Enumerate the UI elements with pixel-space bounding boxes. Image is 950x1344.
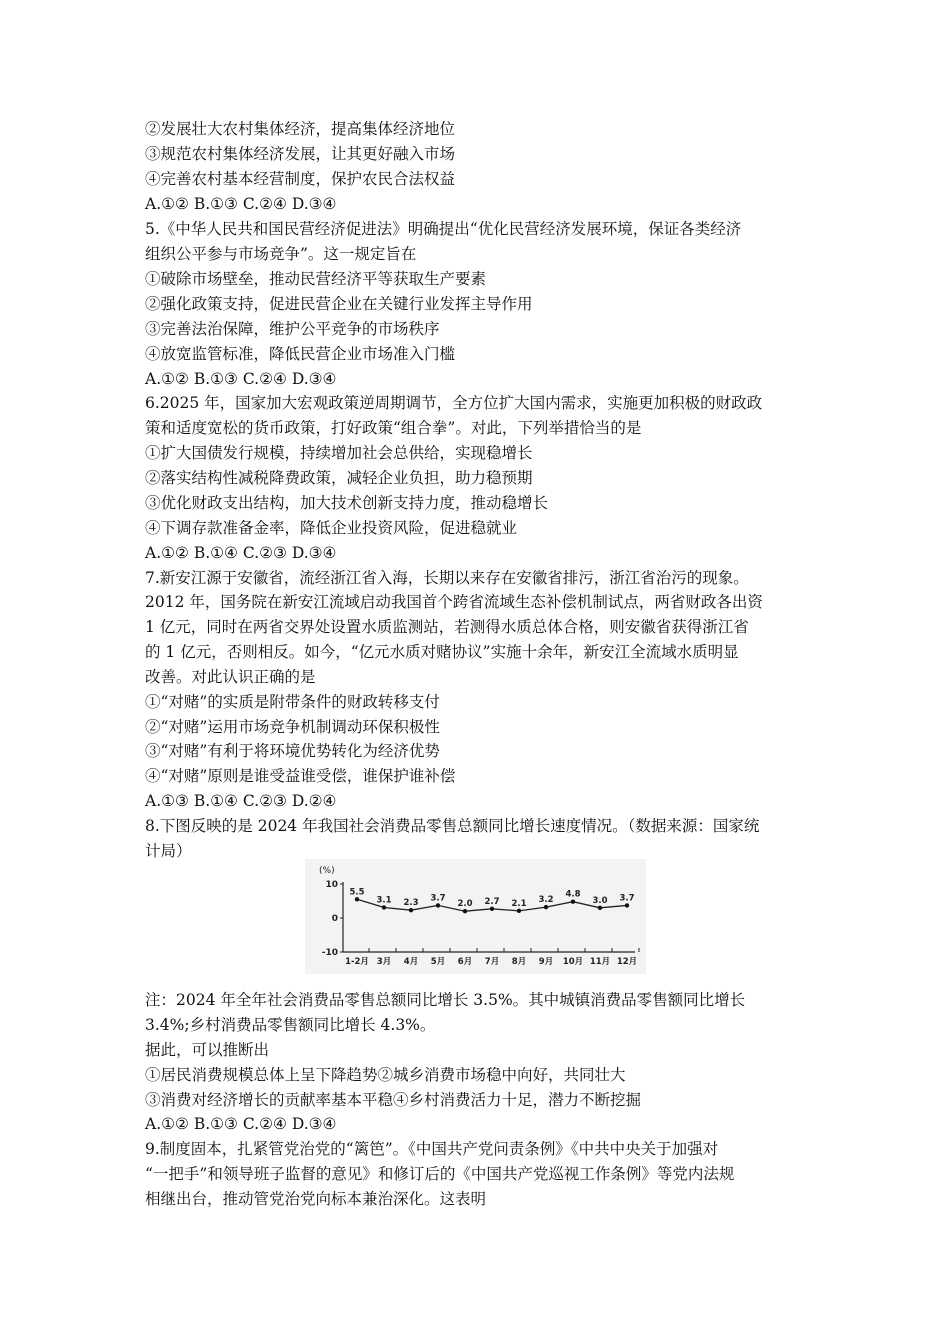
x-tick-label: 3月	[376, 957, 392, 967]
data-label: 4.8	[565, 889, 581, 900]
question-9-stem: 9.制度固本，扎紧管党治党的“篱笆”。《中国共产党问责条例》《中共中央关于加强对	[145, 1140, 719, 1158]
option-line: ②“对赌”运用市场竞争机制调动环保积极性	[145, 718, 440, 736]
option-line: ①扩大国债发行规模，持续增加社会总供给，实现稳增长	[145, 444, 533, 462]
question-5-stem: 组织公平参与市场竞争”。这一规定旨在	[145, 245, 417, 263]
data-point	[517, 909, 521, 913]
chart-note: 3.4%;乡村消费品零售额同比增长 4.3%。	[145, 1016, 436, 1034]
data-label: 2.0	[457, 899, 473, 910]
question-8-stem: 计局）	[145, 842, 192, 860]
question-8-stem: 8.下图反映的是 2024 年我国社会消费品零售总额同比增长速度情况。（数据来源：国家统	[145, 817, 760, 835]
option-line: ①“对赌”的实质是附带条件的财政转移支付	[145, 693, 440, 711]
data-point	[598, 906, 602, 910]
option-line: ①居民消费规模总体上呈下降趋势②城乡消费市场稳中向好，共同壮大	[145, 1066, 626, 1084]
answer-choices: A.①② B.①③ C.②④ D.③④	[145, 1115, 337, 1133]
y-tick-label: -10	[321, 948, 338, 958]
data-label: 2.3	[403, 898, 419, 909]
data-point	[571, 899, 575, 903]
data-label: 2.7	[484, 896, 500, 907]
x-tick-label: 8月	[511, 957, 527, 967]
question-9-stem: 相继出台，推动管党治党向标本兼治深化。这表明	[145, 1190, 487, 1208]
data-point	[355, 897, 359, 901]
option-line: ③完善法治保障，维护公平竞争的市场秩序	[145, 320, 440, 338]
option-line: ②强化政策支持，促进民营企业在关键行业发挥主导作用	[145, 295, 533, 313]
question-6-stem: 策和适度宽松的货币政策，打好政策“组合拳”。对此，下列举措恰当的是	[145, 419, 642, 437]
data-label: 3.2	[538, 895, 554, 906]
question-7-stem: 1 亿元，同时在两省交界处设置水质监测站，若测得水质总体合格，则安徽省获得浙江省	[145, 618, 749, 636]
question-6-stem: 6.2025 年，国家加大宏观政策逆周期调节，全方位扩大国内需求，实施更加积极的财政政	[145, 394, 763, 412]
answer-choices: A.①② B.①③ C.②④ D.③④	[145, 195, 337, 213]
growth-line-chart	[305, 859, 646, 974]
x-tick-label: 5月	[430, 957, 446, 967]
option-line: ④下调存款准备金率，降低企业投资风险，促进稳就业	[145, 519, 518, 537]
question-8-stem: 据此，可以推断出	[145, 1041, 270, 1059]
x-tick-label: 12月	[616, 957, 638, 967]
question-7-stem: 2012 年，国务院在新安江流域启动我国首个跨省流域生态补偿机制试点，两省财政各出资	[145, 593, 763, 611]
data-point	[490, 907, 494, 911]
chart-note: 注：2024 年全年社会消费品零售总额同比增长 3.5%。其中城镇消费品零售额同比增长	[145, 991, 746, 1009]
question-9-stem: “一把手”和领导班子监督的意见》和修订后的《中国共产党巡视工作条例》等党内法规	[145, 1165, 735, 1183]
answer-choices: A.①② B.①③ C.②④ D.③④	[145, 370, 337, 388]
data-point	[436, 903, 440, 907]
x-tick-label: 9月	[538, 957, 554, 967]
x-tick-label: 10月	[562, 957, 584, 967]
question-5-stem: 5.《中华人民共和国民营经济促进法》明确提出“优化民营经济发展环境，保证各类经济	[145, 220, 742, 238]
y-axis-label: (%)	[319, 866, 335, 876]
option-line: ④放宽监管标准，降低民营企业市场准入门槛	[145, 345, 456, 363]
x-tick-label: 11月	[589, 957, 611, 967]
data-point	[463, 909, 467, 913]
option-line: ③规范农村集体经济发展，让其更好融入市场	[145, 145, 456, 163]
question-7-stem: 7.新安江源于安徽省，流经浙江省入海，长期以来存在安徽省排污，浙江省治污的现象。	[145, 569, 749, 587]
answer-choices: A.①③ B.①④ C.②③ D.②④	[145, 792, 337, 810]
question-7-stem: 的 1 亿元，否则相反。如今，“亿元水质对赌协议”实施十余年，新安江全流域水质明显	[145, 643, 739, 661]
data-label: 3.0	[592, 895, 608, 906]
option-line: ③优化财政支出结构，加大技术创新支持力度，推动稳增长	[145, 494, 549, 512]
question-7-stem: 改善。对此认识正确的是	[145, 668, 316, 686]
option-line: ②发展壮大农村集体经济，提高集体经济地位	[145, 120, 456, 138]
x-tick-label: 7月	[484, 957, 500, 967]
data-label: 2.1	[511, 898, 527, 909]
data-point	[382, 905, 386, 909]
option-line: ③“对赌”有利于将环境优势转化为经济优势	[145, 742, 440, 760]
option-line: ④完善农村基本经营制度，保护农民合法权益	[145, 170, 456, 188]
x-tick-label: 6月	[457, 957, 473, 967]
answer-choices: A.①② B.①④ C.②③ D.③④	[145, 544, 337, 562]
data-label: 3.7	[619, 893, 635, 904]
data-label: 3.7	[430, 893, 446, 904]
y-tick-label: 0	[331, 914, 338, 924]
option-line: ③消费对经济增长的贡献率基本平稳④乡村消费活力十足，潜力不断挖掘	[145, 1091, 642, 1109]
data-point	[409, 908, 413, 912]
option-line: ②落实结构性减税降费政策，减轻企业负担，助力稳预期	[145, 469, 533, 487]
x-tick-label: 1-2月	[345, 957, 369, 967]
data-label: 5.5	[349, 887, 365, 898]
option-line: ①破除市场壁垒，推动民营经济平等获取生产要素	[145, 270, 487, 288]
y-tick-label: 10	[325, 880, 338, 890]
x-tick-label: 4月	[403, 957, 419, 967]
data-point	[544, 905, 548, 909]
chart-canvas	[305, 859, 646, 974]
option-line: ④“对赌”原则是谁受益谁受偿，谁保护谁补偿	[145, 767, 456, 785]
data-label: 3.1	[376, 895, 392, 906]
data-point	[625, 903, 629, 907]
